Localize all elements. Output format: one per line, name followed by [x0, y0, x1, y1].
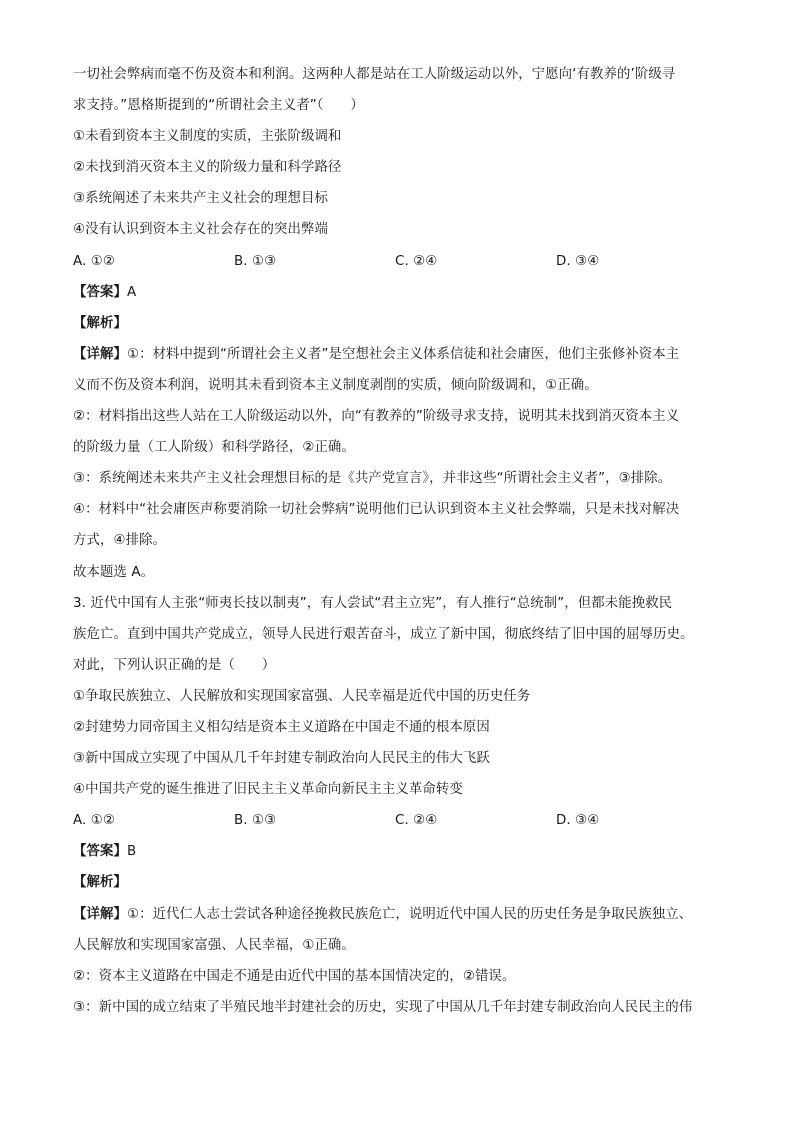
detail-text: ①：材料中提到“所谓社会主义者”是空想社会主义体系信徒和社会庸医，他们主张修补资本主 [126, 346, 680, 362]
detail-line: 方式，④排除。 [73, 533, 167, 549]
stem-line: 3. 近代中国有人主张“师夷长技以制夷”，有人尝试“君主立宪”，有人推行“总统制”，但都未能挽救民 [73, 595, 673, 611]
q2-stem [73, 59, 733, 121]
statement: ④中国共产党的诞生推进了旧民主主义革命向新民主主义革命转变 [73, 782, 463, 798]
stem-line: 求支持。”恩格斯提到的“所谓社会主义者”（ ） [73, 98, 365, 114]
q2-answer [73, 277, 733, 308]
option-c: C. ②④ [395, 253, 438, 269]
detail-label: 【详解】 [73, 346, 127, 362]
statement: ③新中国成立实现了中国从几千年封建专制政治向人民民主的伟大飞跃 [73, 751, 490, 767]
statement: ③系统阐述了未来共产主义社会的理想目标 [73, 191, 328, 207]
q2-conclusion: 故本题选 A。 [73, 564, 155, 580]
detail-line [73, 339, 733, 370]
detail-line [73, 899, 733, 930]
detail-line: ④：材料中“社会庸医声称要消除一切社会弊病”说明他们已认识到资本主义社会弊端，只是未找对解决 [73, 502, 680, 518]
stem-line: 对此，下列认识正确的是（ ） [73, 657, 276, 673]
statement: ④没有认识到资本主义社会存在的突出弊端 [73, 222, 328, 238]
option-a: A. ①② [73, 253, 115, 269]
q3-analysis-heading [73, 867, 733, 898]
detail-line: ③：系统阐述未来共产主义社会理想目标的是《共产党宣言》，并非这些“所谓社会主义者”，③排除。 [73, 471, 672, 487]
option-d: D. ③④ [556, 813, 600, 829]
detail-line: 人民解放和实现国家富强、人民幸福，①正确。 [73, 937, 355, 953]
option-a: A. ①② [73, 813, 115, 829]
q2-analysis-heading [73, 308, 733, 339]
option-c: C. ②④ [395, 813, 438, 829]
analysis-label: 【解析】 [73, 315, 127, 331]
q3-detail [73, 899, 733, 1023]
q3-statements [73, 681, 733, 805]
document-page [73, 59, 733, 1023]
detail-line: 义而不伤及资本利润，说明其未看到资本主义制度剥削的实质，倾向阶级调和，①正确。 [73, 377, 598, 393]
statement: ①未看到资本主义制度的实质，主张阶级调和 [73, 129, 342, 145]
answer-value: B [126, 844, 137, 860]
q3-answer [73, 836, 733, 867]
detail-line: ②：资本主义道路在中国走不通是由近代中国的基本国情决定的，②错误。 [73, 968, 516, 984]
detail-line: ②：材料指出这些人站在工人阶级运动以外，向“有教养的”阶级寻求支持，说明其未找到消灭资本主义 [73, 409, 680, 425]
answer-label: 【答案】 [73, 844, 127, 860]
option-d: D. ③④ [556, 253, 600, 269]
analysis-label: 【解析】 [73, 875, 127, 891]
statement: ①争取民族独立、人民解放和实现国家富强、人民幸福是近代中国的历史任务 [73, 688, 531, 704]
q2-statements [73, 121, 733, 245]
stem-line: 族危亡。直到中国共产党成立，领导人民进行艰苦奋斗，成立了新中国，彻底终结了旧中国的屈辱历史。 [73, 626, 694, 642]
detail-line: ③：新中国的成立结束了半殖民地半封建社会的历史，实现了中国从几千年封建专制政治向人民民主的伟 [73, 999, 693, 1015]
detail-text: ①：近代仁人志士尝试各种途径挽救民族危亡，说明近代中国人民的历史任务是争取民族独立、 [126, 906, 693, 922]
stem-line: 一切社会弊病而毫不伤及资本和利润。这两种人都是站在工人阶级运动以外，宁愿向‘有教养的’阶级寻 [73, 67, 676, 82]
statement: ②未找到消灭资本主义的阶级力量和科学路径 [73, 160, 342, 176]
q3-stem [73, 588, 733, 681]
option-b: B. ①③ [234, 253, 277, 269]
q3-options [73, 805, 733, 836]
answer-label: 【答案】 [73, 284, 127, 300]
statement: ②封建势力同帝国主义相勾结是资本主义道路在中国走不通的根本原因 [73, 719, 490, 735]
answer-value: A [126, 284, 137, 300]
q2-detail [73, 339, 733, 557]
detail-line: 的阶级力量（工人阶级）和科学路径，②正确。 [73, 440, 355, 456]
detail-label: 【详解】 [73, 906, 127, 922]
q2-options [73, 246, 733, 277]
option-b: B. ①③ [234, 813, 277, 829]
